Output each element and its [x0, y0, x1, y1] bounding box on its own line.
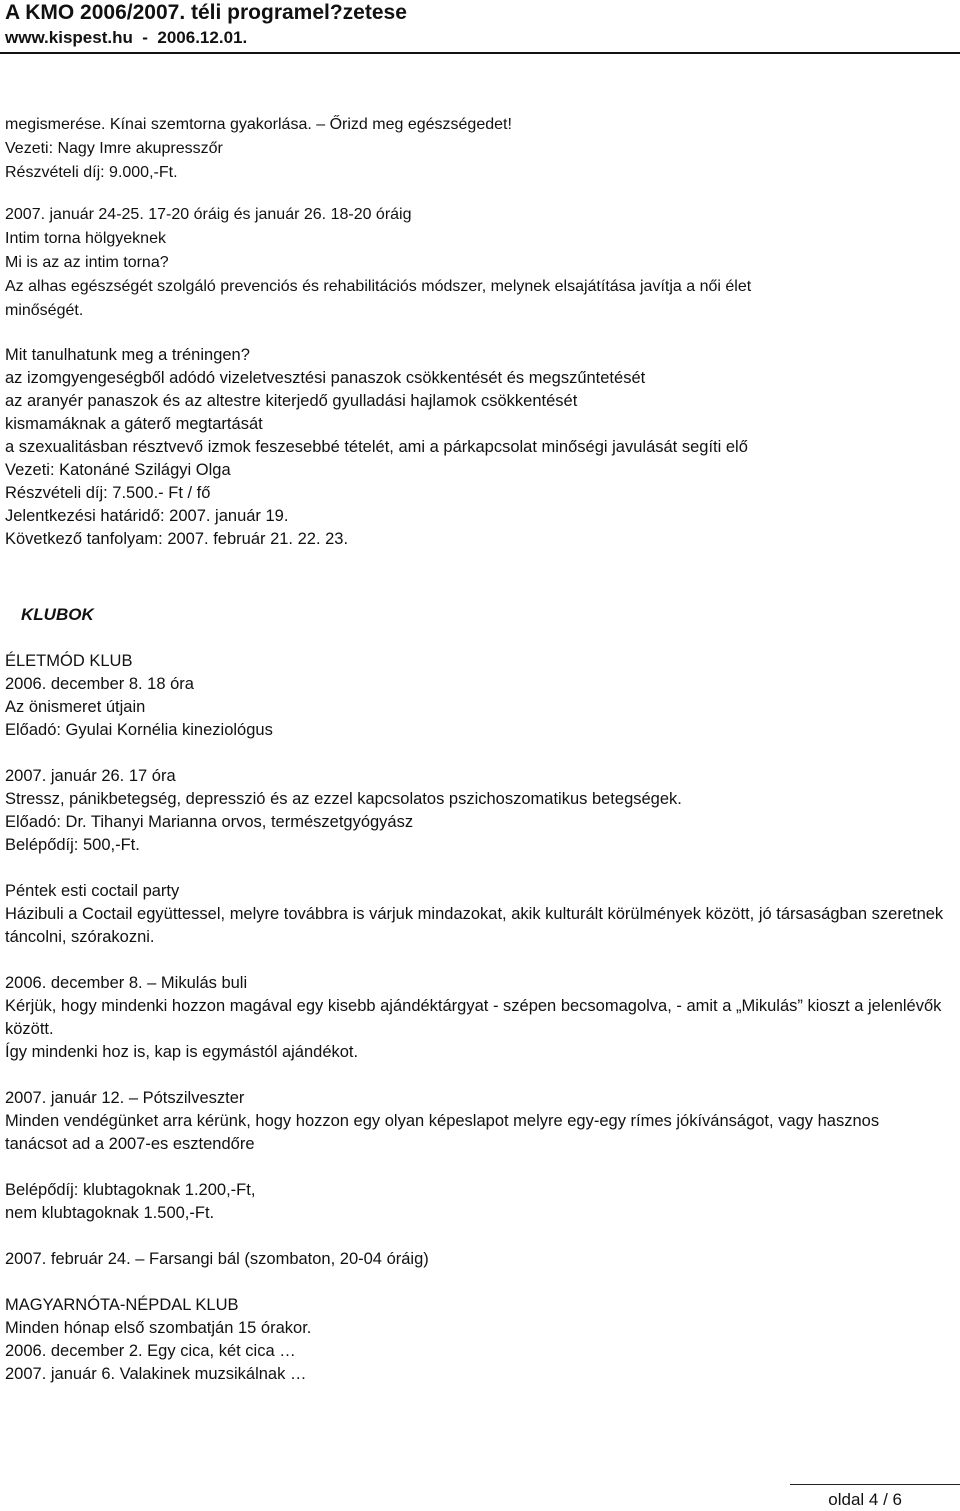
text-line: 2006. december 2. Egy cica, két cica … — [5, 1342, 296, 1360]
text-line: Részvételi díj: 7.500.- Ft / fő — [5, 484, 211, 502]
text-line: a szexualitásban résztvevő izmok feszesebbé tételét, ami a párkapcsolat minőségi javulását segíti elő — [5, 438, 748, 456]
section-eye-gymnastics — [5, 113, 945, 185]
section-training — [5, 344, 945, 551]
event-title: 2007. február 24. – Farsangi bál (szombaton, 20-04 óráig) — [5, 1250, 429, 1268]
club-title: ÉLETMÓD KLUB — [5, 652, 133, 670]
text-line: Az alhas egészségét szolgáló prevenciós és rehabilitációs módszer, melynek elsajátítása javítja a női élet — [5, 278, 752, 295]
event-title: Péntek esti coctail party — [5, 882, 180, 900]
section-intim-torna — [5, 203, 945, 323]
text-line: Jelentkezési határidő: 2007. január 19. — [5, 507, 289, 525]
text-line: Részvételi díj: 9.000,-Ft. — [5, 164, 178, 181]
footer-divider — [790, 1484, 960, 1485]
text-line: Belépődíj: 500,-Ft. — [5, 836, 140, 854]
text-line: kismamáknak a gáterő megtartását — [5, 415, 263, 433]
document-title: A KMO 2006/2007. téli programel?zetese — [5, 1, 407, 24]
text-line: megismerése. Kínai szemtorna gyakorlása. – Őrizd meg egészségedet! — [5, 116, 512, 133]
text-line: Vezeti: Katonáné Szilágyi Olga — [5, 461, 231, 479]
text-line: Előadó: Dr. Tihanyi Marianna orvos, természetgyógyász — [5, 813, 414, 831]
text-line: Az önismeret útjain — [5, 698, 146, 716]
text-line: Előadó: Gyulai Kornélia kineziológus — [5, 721, 273, 739]
text-line: minőségét. — [5, 302, 84, 319]
text-line: az aranyér panaszok és az altestre kiterjedő gyulladási hajlamok csökkentését — [5, 392, 578, 410]
text-line: Mit tanulhatunk meg a tréningen? — [5, 346, 250, 364]
section-heading-klubok: KLUBOK — [21, 605, 94, 624]
text-line: 2007. január 6. Valakinek muzsikálnak … — [5, 1365, 307, 1383]
klubok-content — [5, 650, 945, 1386]
text-line: Mi is az az intim torna? — [5, 254, 169, 271]
paragraph: Házibuli a Coctail együttessel, melyre továbbra is várjuk mindazokat, akik kulturált körülmények között, jó társaságban szeretnek táncolni, szórakozni. — [5, 905, 944, 946]
text-line: 2007. január 26. 17 óra — [5, 767, 176, 785]
text-line: Így mindenki hoz is, kap is egymástól ajándékot. — [5, 1043, 359, 1061]
text-line: Minden hónap első szombatján 15 órakor. — [5, 1319, 312, 1337]
text-line: Intim torna hölgyeknek — [5, 230, 166, 247]
document-subtitle: www.kispest.hu - 2006.12.01. — [5, 28, 248, 47]
text-line: nem klubtagoknak 1.500,-Ft. — [5, 1204, 215, 1222]
event-title: 2006. december 8. – Mikulás buli — [5, 974, 248, 992]
text-line: Vezeti: Nagy Imre akupresszőr — [5, 140, 223, 157]
header-divider — [0, 52, 960, 54]
text-line: Stressz, pánikbetegség, depresszió és az ezzel kapcsolatos pszichoszomatikus betegségek. — [5, 790, 682, 808]
paragraph: Kérjük, hogy mindenki hozzon magával egy kisebb ajándéktárgyat - szépen becsomagolva, - amit a „Mikulás” kioszt a jelenlévők között. — [5, 997, 942, 1038]
text-line: az izomgyengeségből adódó vizeletvesztési panaszok csökkentését és megszűntetését — [5, 369, 646, 387]
event-title: 2007. január 12. – Pótszilveszter — [5, 1089, 245, 1107]
text-line: 2007. január 24-25. 17-20 óráig és január 26. 18-20 óráig — [5, 206, 412, 223]
page-header — [0, 0, 960, 54]
page-number: oldal 4 / 6 — [828, 1490, 902, 1509]
text-line: Belépődíj: klubtagoknak 1.200,-Ft, — [5, 1181, 256, 1199]
club-title: MAGYARNÓTA-NÉPDAL KLUB — [5, 1296, 239, 1314]
paragraph: Minden vendégünket arra kérünk, hogy hozzon egy olyan képeslapot melyre egy-egy rímes jókívánságot, vagy hasznos tanácsot ad a 2007-es esztendőre — [5, 1112, 880, 1153]
text-line: Következő tanfolyam: 2007. február 21. 22. 23. — [5, 530, 349, 548]
text-line: 2006. december 8. 18 óra — [5, 675, 194, 693]
